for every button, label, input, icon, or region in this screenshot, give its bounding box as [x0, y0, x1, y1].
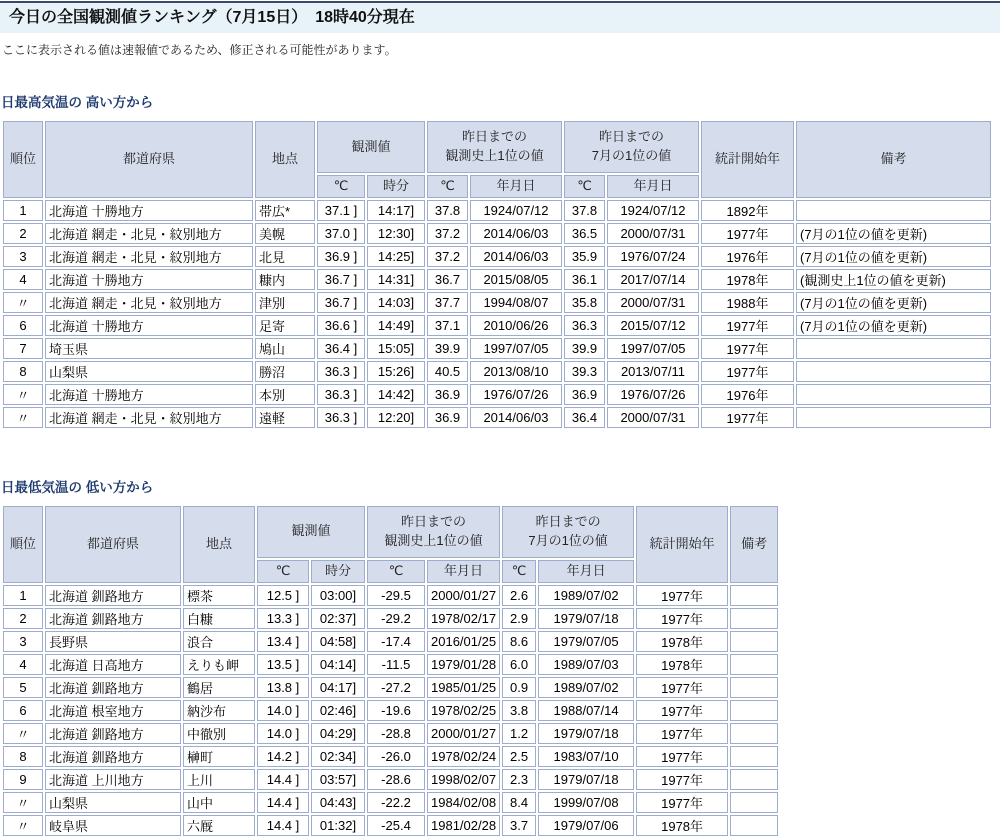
- cell-rank: 2: [3, 608, 43, 629]
- cell-time: 04:29]: [311, 723, 365, 744]
- subheader-date: 年月日: [427, 560, 500, 583]
- cell-jdate: 2000/07/31: [607, 223, 699, 244]
- cell-station: 北見: [255, 246, 315, 267]
- cell-time: 01:32]: [311, 815, 365, 836]
- subheader-time: 時分: [367, 175, 425, 198]
- subheader-temp-unit: ℃: [317, 175, 365, 198]
- col-header-record-line2: 観測史上1位の値: [384, 532, 483, 548]
- cell-remarks: [796, 407, 991, 428]
- cell-pref: 岐阜県: [45, 815, 181, 836]
- cell-station: 足寄: [255, 315, 315, 336]
- cell-year: 1978年: [636, 654, 728, 675]
- cell-pref: 長野県: [45, 631, 181, 652]
- cell-year: 1977年: [636, 723, 728, 744]
- cell-temp: 36.7 ]: [317, 269, 365, 290]
- col-header-station: 地点: [183, 506, 255, 583]
- cell-rtemp: -27.2: [367, 677, 425, 698]
- col-header-prefecture: 都道府県: [45, 121, 253, 198]
- cell-time: 04:14]: [311, 654, 365, 675]
- cell-jtemp: 37.8: [564, 200, 605, 221]
- cell-remarks: [730, 815, 778, 836]
- cell-pref: 北海道 釧路地方: [45, 677, 181, 698]
- cell-temp: 36.6 ]: [317, 315, 365, 336]
- subheader-temp-unit: ℃: [502, 560, 536, 583]
- cell-pref: 北海道 釧路地方: [45, 585, 181, 606]
- cell-temp: 13.5 ]: [257, 654, 309, 675]
- cell-jtemp: 8.4: [502, 792, 536, 813]
- subheader-date: 年月日: [538, 560, 634, 583]
- cell-pref: 北海道 十勝地方: [45, 384, 253, 405]
- preliminary-notice: ここに表示される値は速報値であるため、修正される可能性があります。: [2, 43, 397, 57]
- cell-remarks: (7月の1位の値を更新): [796, 246, 991, 267]
- cell-rdate: 1976/07/26: [470, 384, 562, 405]
- cell-temp: 14.2 ]: [257, 746, 309, 767]
- cell-year: 1976年: [701, 246, 794, 267]
- cell-rtemp: 37.2: [427, 246, 468, 267]
- cell-jdate: 2013/07/11: [607, 361, 699, 382]
- cell-rtemp: 37.2: [427, 223, 468, 244]
- cell-year: 1977年: [636, 585, 728, 606]
- cell-rank: 6: [3, 700, 43, 721]
- cell-time: 02:46]: [311, 700, 365, 721]
- cell-pref: 北海道 釧路地方: [45, 608, 181, 629]
- cell-rtemp: 36.9: [427, 384, 468, 405]
- cell-rank: 〃: [3, 723, 43, 744]
- cell-jdate: 1989/07/03: [538, 654, 634, 675]
- cell-rank: 4: [3, 654, 43, 675]
- cell-temp: 36.3 ]: [317, 384, 365, 405]
- cell-temp: 37.0 ]: [317, 223, 365, 244]
- cell-temp: 36.3 ]: [317, 407, 365, 428]
- cell-jdate: 1979/07/06: [538, 815, 634, 836]
- col-header-july-line2: 7月の1位の値: [591, 148, 672, 163]
- table-row: [3, 292, 991, 313]
- cell-rdate: 2000/01/27: [427, 723, 500, 744]
- cell-temp: 13.4 ]: [257, 631, 309, 652]
- cell-time: 04:17]: [311, 677, 365, 698]
- cell-station: 白糠: [183, 608, 255, 629]
- cell-jdate: 1979/07/18: [538, 769, 634, 790]
- cell-year: 1977年: [636, 700, 728, 721]
- cell-jtemp: 2.3: [502, 769, 536, 790]
- cell-jdate: 1989/07/02: [538, 585, 634, 606]
- cell-station: 榊町: [183, 746, 255, 767]
- col-header-start-year: 統計開始年: [701, 121, 794, 198]
- cell-time: 14:42]: [367, 384, 425, 405]
- table-row: [3, 585, 778, 606]
- cell-rtemp: 37.1: [427, 315, 468, 336]
- cell-rdate: 1924/07/12: [470, 200, 562, 221]
- cell-rank: 5: [3, 677, 43, 698]
- cell-time: 14:03]: [367, 292, 425, 313]
- cell-year: 1977年: [636, 746, 728, 767]
- cell-jdate: 1983/07/10: [538, 746, 634, 767]
- subheader-temp-unit: ℃: [367, 560, 425, 583]
- cell-pref: 北海道 十勝地方: [45, 315, 253, 336]
- cell-jtemp: 2.9: [502, 608, 536, 629]
- table-row: [3, 700, 778, 721]
- cell-rank: 1: [3, 200, 43, 221]
- cell-remarks: [730, 723, 778, 744]
- cell-rtemp: 36.7: [427, 269, 468, 290]
- cell-jdate: 2000/07/31: [607, 407, 699, 428]
- cell-rdate: 2000/01/27: [427, 585, 500, 606]
- cell-rtemp: -19.6: [367, 700, 425, 721]
- cell-jdate: 2017/07/14: [607, 269, 699, 290]
- cell-rtemp: 39.9: [427, 338, 468, 359]
- cell-year: 1977年: [636, 608, 728, 629]
- cell-rtemp: -26.0: [367, 746, 425, 767]
- cell-temp: 36.4 ]: [317, 338, 365, 359]
- cell-jdate: 1976/07/24: [607, 246, 699, 267]
- cell-year: 1977年: [636, 677, 728, 698]
- cell-station: 糠内: [255, 269, 315, 290]
- cell-year: 1976年: [701, 384, 794, 405]
- cell-rank: 〃: [3, 384, 43, 405]
- subheader-temp-unit: ℃: [427, 175, 468, 198]
- table-row: [3, 384, 991, 405]
- cell-rank: 〃: [3, 292, 43, 313]
- cell-remarks: [730, 769, 778, 790]
- cell-rdate: 1979/01/28: [427, 654, 500, 675]
- cell-year: 1978年: [701, 269, 794, 290]
- cell-jtemp: 0.9: [502, 677, 536, 698]
- cell-station: 美幌: [255, 223, 315, 244]
- table-row: [3, 200, 991, 221]
- cell-time: 14:49]: [367, 315, 425, 336]
- cell-rdate: 2016/01/25: [427, 631, 500, 652]
- cell-jtemp: 6.0: [502, 654, 536, 675]
- cell-temp: 13.8 ]: [257, 677, 309, 698]
- cell-rank: 〃: [3, 407, 43, 428]
- col-header-rank: 順位: [3, 506, 43, 583]
- min-temp-section-heading: 日最低気温の 低い方から: [1, 479, 154, 495]
- col-header-observed: 観測値: [257, 506, 365, 558]
- max-temp-table: [1, 119, 993, 430]
- cell-rtemp: -17.4: [367, 631, 425, 652]
- cell-rdate: 1998/02/07: [427, 769, 500, 790]
- table-row: [3, 361, 991, 382]
- cell-temp: 36.9 ]: [317, 246, 365, 267]
- cell-time: 03:00]: [311, 585, 365, 606]
- cell-time: 04:58]: [311, 631, 365, 652]
- table-row: [3, 746, 778, 767]
- cell-rtemp: -29.2: [367, 608, 425, 629]
- cell-station: 納沙布: [183, 700, 255, 721]
- cell-temp: 12.5 ]: [257, 585, 309, 606]
- cell-rank: 8: [3, 746, 43, 767]
- cell-temp: 37.1 ]: [317, 200, 365, 221]
- cell-time: 02:37]: [311, 608, 365, 629]
- cell-pref: 北海道 十勝地方: [45, 269, 253, 290]
- cell-remarks: [796, 338, 991, 359]
- cell-jdate: 1979/07/18: [538, 723, 634, 744]
- cell-pref: 埼玉県: [45, 338, 253, 359]
- cell-rank: 3: [3, 246, 43, 267]
- cell-jdate: 1999/07/08: [538, 792, 634, 813]
- cell-pref: 北海道 釧路地方: [45, 723, 181, 744]
- cell-jdate: 1997/07/05: [607, 338, 699, 359]
- cell-pref: 北海道 十勝地方: [45, 200, 253, 221]
- cell-rank: 〃: [3, 792, 43, 813]
- col-header-july: [502, 506, 634, 558]
- cell-rtemp: 37.7: [427, 292, 468, 313]
- max-temp-table-body: [3, 200, 991, 428]
- cell-station: 津別: [255, 292, 315, 313]
- cell-temp: 14.4 ]: [257, 792, 309, 813]
- cell-jtemp: 8.6: [502, 631, 536, 652]
- cell-station: 山中: [183, 792, 255, 813]
- cell-rtemp: 37.8: [427, 200, 468, 221]
- col-header-record: [367, 506, 500, 558]
- cell-time: 03:57]: [311, 769, 365, 790]
- subheader-date: 年月日: [607, 175, 699, 198]
- cell-remarks: [796, 361, 991, 382]
- cell-year: 1977年: [636, 792, 728, 813]
- cell-remarks: [730, 677, 778, 698]
- cell-remarks: (7月の1位の値を更新): [796, 223, 991, 244]
- page-title: 今日の全国観測値ランキング（7月15日） 18時40分現在: [0, 1, 1000, 33]
- cell-station: 標茶: [183, 585, 255, 606]
- cell-jtemp: 36.1: [564, 269, 605, 290]
- col-header-july: [564, 121, 699, 173]
- table-row: [3, 723, 778, 744]
- col-header-record-line2: 観測史上1位の値: [445, 148, 544, 163]
- cell-time: 15:26]: [367, 361, 425, 382]
- cell-year: 1977年: [701, 315, 794, 336]
- min-temp-table-body: [3, 585, 778, 836]
- cell-jtemp: 2.6: [502, 585, 536, 606]
- cell-jtemp: 36.5: [564, 223, 605, 244]
- cell-rdate: 2014/06/03: [470, 223, 562, 244]
- subheader-temp-unit: ℃: [257, 560, 309, 583]
- cell-year: 1892年: [701, 200, 794, 221]
- cell-station: 浪合: [183, 631, 255, 652]
- cell-pref: 山梨県: [45, 792, 181, 813]
- subheader-temp-unit: ℃: [564, 175, 605, 198]
- cell-jtemp: 3.8: [502, 700, 536, 721]
- cell-rdate: 2013/08/10: [470, 361, 562, 382]
- cell-jtemp: 35.8: [564, 292, 605, 313]
- cell-rank: 8: [3, 361, 43, 382]
- cell-rdate: 1978/02/24: [427, 746, 500, 767]
- cell-station: 六厩: [183, 815, 255, 836]
- cell-time: 14:17]: [367, 200, 425, 221]
- cell-jdate: 2000/07/31: [607, 292, 699, 313]
- cell-rank: 〃: [3, 815, 43, 836]
- max-temp-section-heading: 日最高気温の 高い方から: [1, 95, 154, 110]
- cell-jtemp: 3.7: [502, 815, 536, 836]
- subheader-time: 時分: [311, 560, 365, 583]
- cell-temp: 13.3 ]: [257, 608, 309, 629]
- cell-year: 1977年: [701, 223, 794, 244]
- cell-rank: 6: [3, 315, 43, 336]
- table-row: [3, 223, 991, 244]
- cell-time: 12:20]: [367, 407, 425, 428]
- cell-time: 04:43]: [311, 792, 365, 813]
- cell-rtemp: 40.5: [427, 361, 468, 382]
- col-header-remarks: 備考: [730, 506, 778, 583]
- cell-rank: 1: [3, 585, 43, 606]
- cell-jdate: 1989/07/02: [538, 677, 634, 698]
- table-row: [3, 407, 991, 428]
- table-row: [3, 631, 778, 652]
- table-row: [3, 608, 778, 629]
- cell-year: 1977年: [636, 769, 728, 790]
- cell-jdate: 1976/07/26: [607, 384, 699, 405]
- cell-year: 1977年: [701, 361, 794, 382]
- cell-remarks: [796, 200, 991, 221]
- cell-rdate: 1978/02/25: [427, 700, 500, 721]
- cell-rdate: 1994/08/07: [470, 292, 562, 313]
- col-header-remarks: 備考: [796, 121, 991, 198]
- col-header-july-line1: 昨日までの: [598, 129, 664, 145]
- cell-remarks: [730, 700, 778, 721]
- cell-year: 1978年: [636, 815, 728, 836]
- cell-rtemp: 36.9: [427, 407, 468, 428]
- cell-time: 14:25]: [367, 246, 425, 267]
- cell-pref: 北海道 日高地方: [45, 654, 181, 675]
- cell-jdate: 2015/07/12: [607, 315, 699, 336]
- cell-year: 1977年: [701, 338, 794, 359]
- table-row: [3, 269, 991, 290]
- cell-jdate: 1988/07/14: [538, 700, 634, 721]
- cell-year: 1977年: [701, 407, 794, 428]
- cell-pref: 北海道 釧路地方: [45, 746, 181, 767]
- cell-time: 12:30]: [367, 223, 425, 244]
- cell-rdate: 1997/07/05: [470, 338, 562, 359]
- cell-pref: 北海道 上川地方: [45, 769, 181, 790]
- cell-temp: 14.0 ]: [257, 700, 309, 721]
- cell-remarks: (7月の1位の値を更新): [796, 292, 991, 313]
- cell-pref: 山梨県: [45, 361, 253, 382]
- table-row: [3, 792, 778, 813]
- cell-jtemp: 39.9: [564, 338, 605, 359]
- cell-temp: 14.4 ]: [257, 815, 309, 836]
- cell-rank: 7: [3, 338, 43, 359]
- cell-remarks: [730, 631, 778, 652]
- cell-station: えりも岬: [183, 654, 255, 675]
- cell-station: 勝沼: [255, 361, 315, 382]
- cell-remarks: [730, 585, 778, 606]
- cell-jtemp: 36.9: [564, 384, 605, 405]
- cell-station: 本別: [255, 384, 315, 405]
- cell-remarks: [730, 608, 778, 629]
- cell-rdate: 1985/01/25: [427, 677, 500, 698]
- cell-remarks: [730, 792, 778, 813]
- cell-station: 上川: [183, 769, 255, 790]
- cell-jtemp: 36.3: [564, 315, 605, 336]
- cell-remarks: (7月の1位の値を更新): [796, 315, 991, 336]
- cell-remarks: [796, 384, 991, 405]
- cell-station: 中徹別: [183, 723, 255, 744]
- cell-station: 遠軽: [255, 407, 315, 428]
- cell-rtemp: -25.4: [367, 815, 425, 836]
- table-row: [3, 654, 778, 675]
- cell-station: 鶴居: [183, 677, 255, 698]
- col-header-record-line1: 昨日までの: [461, 129, 527, 145]
- cell-rtemp: -29.5: [367, 585, 425, 606]
- cell-time: 02:34]: [311, 746, 365, 767]
- cell-temp: 14.4 ]: [257, 769, 309, 790]
- col-header-record: [427, 121, 562, 173]
- cell-time: 14:31]: [367, 269, 425, 290]
- min-temp-table: [1, 504, 780, 838]
- col-header-july-line2: 7月の1位の値: [528, 532, 608, 548]
- cell-station: 帯広*: [255, 200, 315, 221]
- cell-temp: 14.0 ]: [257, 723, 309, 744]
- cell-jtemp: 39.3: [564, 361, 605, 382]
- cell-rdate: 2010/06/26: [470, 315, 562, 336]
- cell-rdate: 1984/02/08: [427, 792, 500, 813]
- cell-rdate: 2015/08/05: [470, 269, 562, 290]
- cell-year: 1988年: [701, 292, 794, 313]
- cell-jdate: 1979/07/18: [538, 608, 634, 629]
- col-header-july-line1: 昨日までの: [535, 514, 601, 529]
- cell-rtemp: -11.5: [367, 654, 425, 675]
- col-header-record-line1: 昨日までの: [401, 514, 467, 529]
- cell-rtemp: -28.8: [367, 723, 425, 744]
- cell-rdate: 2014/06/03: [470, 407, 562, 428]
- cell-time: 15:05]: [367, 338, 425, 359]
- cell-pref: 北海道 根室地方: [45, 700, 181, 721]
- col-header-start-year: 統計開始年: [636, 506, 728, 583]
- cell-temp: 36.7 ]: [317, 292, 365, 313]
- cell-jdate: 1979/07/05: [538, 631, 634, 652]
- cell-rank: 4: [3, 269, 43, 290]
- cell-pref: 北海道 網走・北見・紋別地方: [45, 292, 253, 313]
- col-header-station: 地点: [255, 121, 315, 198]
- cell-rdate: 2014/06/03: [470, 246, 562, 267]
- cell-rdate: 1981/02/28: [427, 815, 500, 836]
- cell-jtemp: 2.5: [502, 746, 536, 767]
- cell-jtemp: 1.2: [502, 723, 536, 744]
- table-row: [3, 246, 991, 267]
- table-row: [3, 769, 778, 790]
- cell-rank: 3: [3, 631, 43, 652]
- cell-remarks: [730, 746, 778, 767]
- subheader-date: 年月日: [470, 175, 562, 198]
- table-row: [3, 815, 778, 836]
- col-header-observed: 観測値: [317, 121, 425, 173]
- cell-year: 1978年: [636, 631, 728, 652]
- cell-jtemp: 35.9: [564, 246, 605, 267]
- col-header-prefecture: 都道府県: [45, 506, 181, 583]
- cell-pref: 北海道 網走・北見・紋別地方: [45, 223, 253, 244]
- cell-rank: 9: [3, 769, 43, 790]
- cell-rdate: 1978/02/17: [427, 608, 500, 629]
- cell-rtemp: -28.6: [367, 769, 425, 790]
- cell-pref: 北海道 網走・北見・紋別地方: [45, 246, 253, 267]
- cell-station: 鳩山: [255, 338, 315, 359]
- cell-jtemp: 36.4: [564, 407, 605, 428]
- cell-rank: 2: [3, 223, 43, 244]
- table-row: [3, 338, 991, 359]
- cell-remarks: [730, 654, 778, 675]
- cell-pref: 北海道 網走・北見・紋別地方: [45, 407, 253, 428]
- table-row: [3, 677, 778, 698]
- cell-temp: 36.3 ]: [317, 361, 365, 382]
- cell-remarks: (観測史上1位の値を更新): [796, 269, 991, 290]
- col-header-rank: 順位: [3, 121, 43, 198]
- table-row: [3, 315, 991, 336]
- cell-jdate: 1924/07/12: [607, 200, 699, 221]
- cell-rtemp: -22.2: [367, 792, 425, 813]
